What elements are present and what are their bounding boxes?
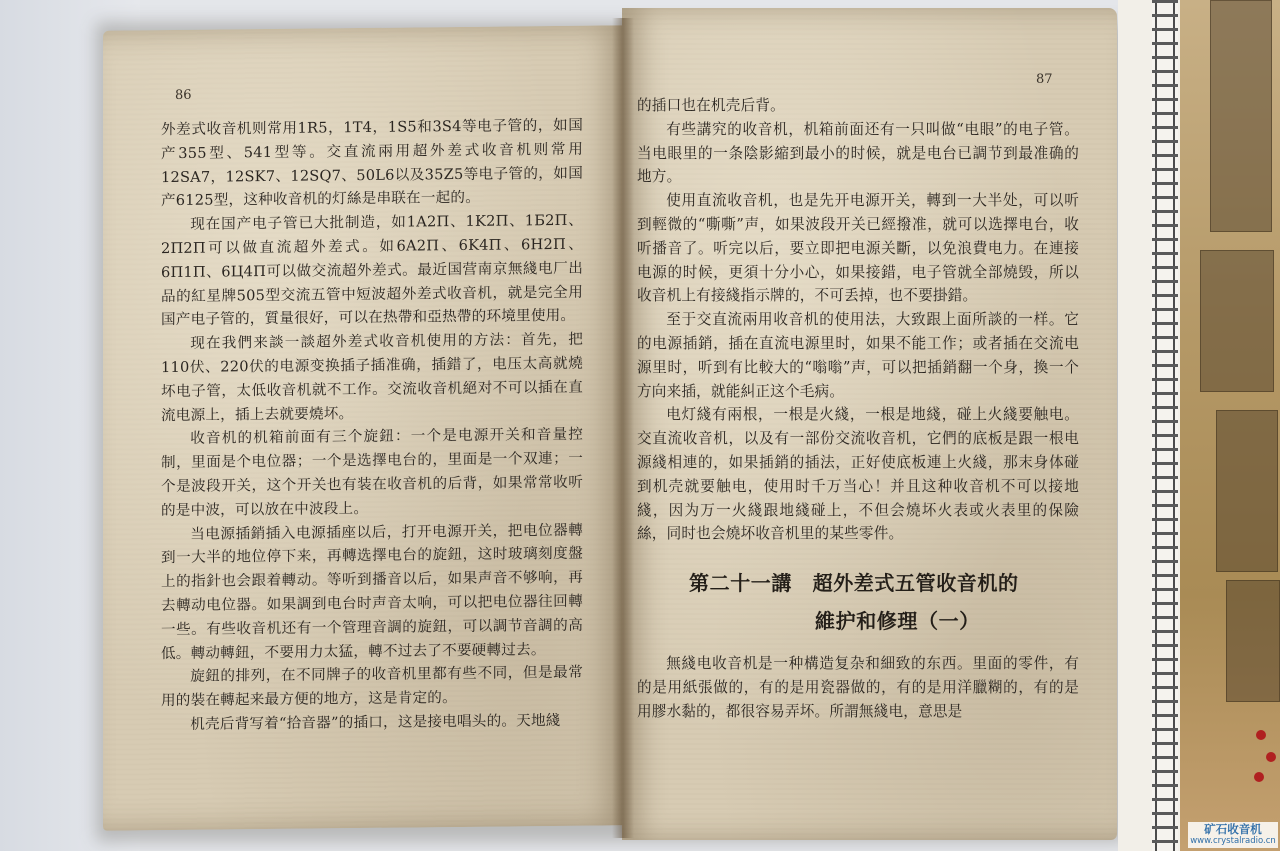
right-paragraph-4: 至于交直流兩用收音机的使用法，大致跟上面所談的一样。它的电源插銷，插在直流电源里时，如果不能工作；或者插在交流电源里时，听到有比較大的“嗡嗡”声，可以把插銷翻一个身，換一个方向来插，就能糾正这个毛病。: [637, 311, 1079, 400]
right-page: [622, 8, 1117, 840]
poster-red-dot: [1266, 752, 1276, 762]
chapter-heading-line-1: 第二十一講 超外差式五管收音机的: [689, 571, 1019, 596]
left-paragraph-4: 收音机的机箱前面有三个旋鈕：一个是电源开关和音量控制，里面是个电位器；一个是选擇电台的，里面是一个双連；一个是波段开关，这个开关也有装在收音机的后背，如果常常收听的是中波，可以放在中波段上。: [161, 426, 583, 519]
poster-building: [1210, 0, 1272, 232]
book-gutter: [612, 18, 634, 838]
left-paragraph-1: 外差式收音机则常用1R5，1T4，1S5和3S4等电子管的，如国产355型、541型等。交直流兩用超外差式收音机则常用12SA7，12SK7、12SQ7、50L6以及35Z5等电子管的，如国产6125型，这种收音机的灯絲是串联在一起的。: [161, 116, 583, 210]
right-page-number: 87: [1036, 72, 1053, 87]
poster-building: [1216, 410, 1278, 572]
left-page-number: 86: [175, 87, 192, 103]
left-paragraph-5: 当电源插銷插入电源插座以后，打开电源开关，把电位器轉到一大半的地位停下来，再轉选擇电台的旋鈕，这时玻璃刻度盤上的指針也会跟着轉动。等听到播音以后，如果声音不够响，再去轉动电位器。如果調到电台时声音太响，可以把电位器往回轉一些。有些收音机还有一个管理音調的旋鈕，可以調节音調的高低。轉动轉鈕，不要用力太猛，轉不过去了不要硬轉过去。: [161, 521, 583, 662]
greek-key-border: [1152, 0, 1178, 851]
chapter-heading-line-2: 維护和修理（一）: [815, 609, 980, 634]
left-page: [103, 25, 625, 830]
site-watermark: [1188, 822, 1278, 848]
left-paragraph-7: 机壳后背写着“拾音器”的插口，这是接电唱头的。天地綫: [190, 711, 561, 733]
right-page-text: [637, 94, 1079, 724]
watermark-url: www.crystalradio.cn: [1190, 836, 1276, 846]
left-page-text: [161, 114, 583, 737]
left-paragraph-3: 现在我們来談一談超外差式收音机使用的方法：首先，把110伏、220伏的电源变换插子插准确，插錯了，电压太高就燒坏电子管，太低收音机就不工作。交流收音机絕对不可以插在直流电源上，插上去就要燒坏。: [161, 330, 583, 424]
poster-red-dot: [1256, 730, 1266, 740]
right-paragraph-3: 使用直流收音机，也是先开电源开关，轉到一大半处，可以听到輕微的“嘶嘶”声，如果波段开关已經撥准，就可以选擇电台，收听播音了。听完以后，要立即把电源关斷，以免浪費电力。在連接电源的时候，更須十分小心，如果接錯，电子管就全部燒毁，所以收音机上有接綫指示牌的，不可丢掉，也不要掛錯。: [637, 192, 1079, 305]
left-paragraph-2: 现在国产电子管已大批制造，如1A2П、1K2П、1Б2П、2П2П可以做直流超外差式。如6A2П、6K4П、6H2П、6П1П、6Ц4П可以做交流超外差式。最近国营南京無綫电厂出品的紅星牌505型交流五管中短波超外差式收音机，就是完全用国产电子管的，質量很好，可以在热帶和亞热帶的环境里使用。: [161, 211, 583, 329]
left-paragraph-6: 旋鈕的排列，在不同牌子的收音机里都有些不同，但是最常用的裝在轉起来最方便的地方，这是肯定的。: [161, 664, 583, 710]
watermark-name: 矿石收音机: [1204, 822, 1262, 836]
chapter-heading: [637, 564, 1079, 640]
right-paragraph-1: 的插口也在机壳后背。: [637, 97, 785, 114]
poster-building: [1226, 580, 1280, 702]
right-paragraph-6: 無綫电收音机是一种構造复杂和細致的东西。里面的零件，有的是用紙張做的，有的是用瓷器做的，有的是用洋臘糊的，有的是用膠水黏的，都很容易弄坏。所謂無綫电，意思是: [637, 655, 1079, 720]
right-paragraph-2: 有些講究的收音机，机箱前面还有一只叫做“电眼”的电子管。当电眼里的一条陰影縮到最小的时候，就是电台已調节到最准确的地方。: [637, 120, 1079, 186]
poster-red-dot: [1254, 772, 1264, 782]
background-poster: [1180, 0, 1280, 851]
poster-building: [1200, 250, 1274, 392]
right-paragraph-5: 电灯綫有兩根，一根是火綫，一根是地綫，碰上火綫要触电。交直流收音机，以及有一部份交流收音机，它們的底板是跟一根电源綫相連的，如果插銷的插法，正好使底板連上火綫，那末身体碰到机壳就要触电，使用时千万当心！并且这种收音机不可以接地綫，因为万一火綫跟地綫碰上，不但会燒坏火表或火表里的保險絲，同时也会燒坏收音机里的某些零件。: [637, 406, 1079, 543]
